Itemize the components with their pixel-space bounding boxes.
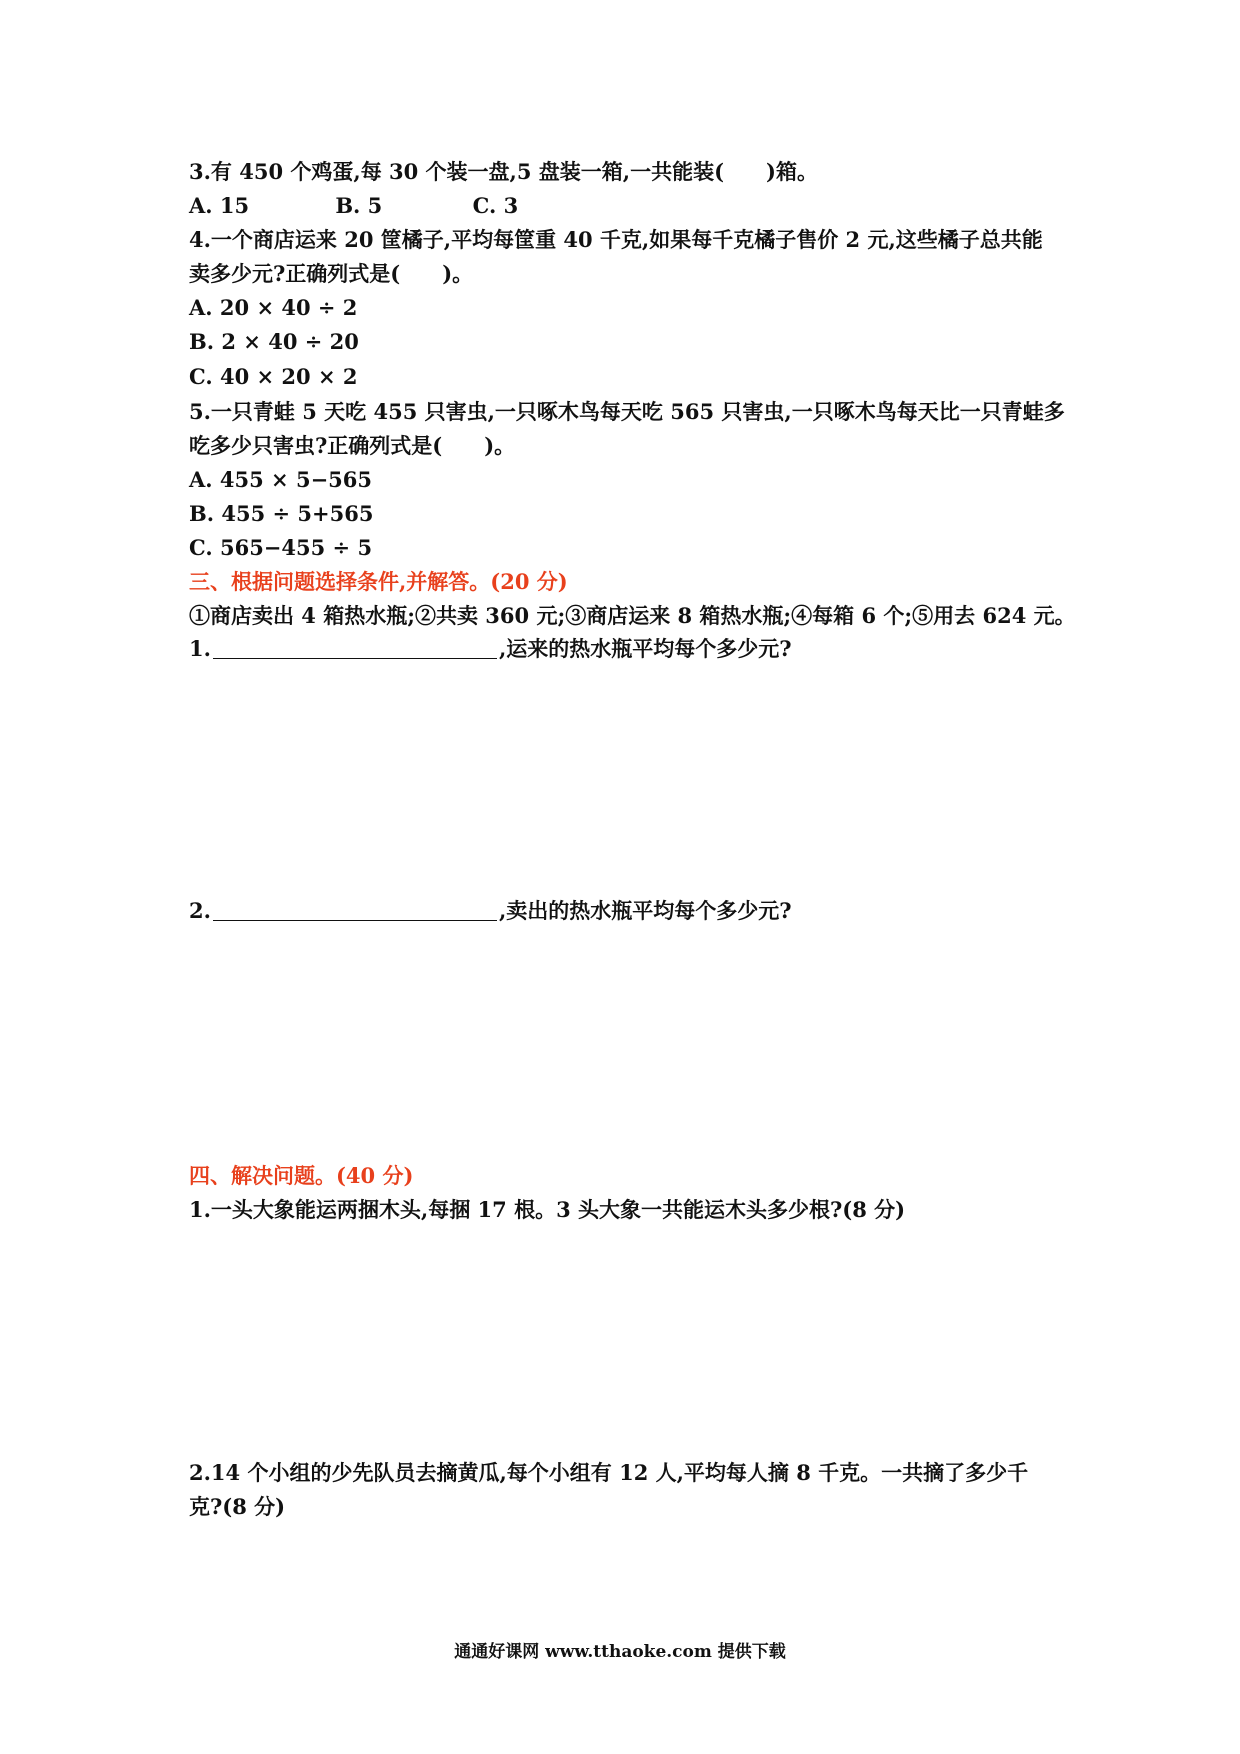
question-5-stem-line-2: 吃多少只害虫?正确列式是( )。 xyxy=(189,433,516,458)
section-3-item-1-number: 1. xyxy=(189,636,211,661)
section-4-item-1: 1.一头大象能运两捆木头,每捆 17 根。3 头大象一共能运木头多少根?(8 分) xyxy=(189,1197,906,1222)
page-footer: 通通好课网 www.tthaoke.com 提供下载 xyxy=(454,1642,786,1662)
question-3-stem: 3.有 450 个鸡蛋,每 30 个装一盘,5 盘装一箱,一共能装( )箱。 xyxy=(189,159,818,184)
section-3-item-1-blank[interactable] xyxy=(213,638,497,659)
question-4-option-b: B. 2 × 40 ÷ 20 xyxy=(189,329,359,354)
question-4-stem-line-1: 4.一个商店运来 20 筐橘子,平均每筐重 40 千克,如果每千克橘子售价 2 元,这些橘子总共能 xyxy=(189,227,1043,252)
section-4-item-2-line-1: 2.14 个小组的少先队员去摘黄瓜,每个小组有 12 人,平均每人摘 8 千克。一共摘了多少千 xyxy=(189,1460,1029,1485)
section-3-item-2 xyxy=(189,900,792,921)
question-3-options xyxy=(189,195,518,216)
section-3-item-2-number: 2. xyxy=(189,898,211,923)
section-4-heading: 四、解决问题。(40 分) xyxy=(189,1163,414,1188)
section-4-item-2-line-2: 克?(8 分) xyxy=(189,1494,286,1519)
question-3-option-c: C. 3 xyxy=(472,193,519,218)
section-3-item-2-text: ,卖出的热水瓶平均每个多少元? xyxy=(498,898,792,923)
question-4-option-c: C. 40 × 20 × 2 xyxy=(189,364,358,389)
section-3-conditions: ①商店卖出 4 箱热水瓶;②共卖 360 元;③商店运来 8 箱热水瓶;④每箱 6 个;⑤用去 624 元。 xyxy=(189,603,1076,628)
question-4-stem-line-2: 卖多少元?正确列式是( )。 xyxy=(189,261,474,286)
question-5-option-b: B. 455 ÷ 5+565 xyxy=(189,501,374,526)
question-3-option-b: B. 5 xyxy=(335,193,383,218)
question-5-option-a: A. 455 × 5−565 xyxy=(189,467,373,492)
section-3-item-1 xyxy=(189,638,792,659)
question-4-option-a: A. 20 × 40 ÷ 2 xyxy=(189,295,358,320)
question-3-option-a: A. 15 xyxy=(189,193,250,218)
section-3-item-2-blank[interactable] xyxy=(213,900,497,921)
question-5-stem-line-1: 5.一只青蛙 5 天吃 455 只害虫,一只啄木鸟每天吃 565 只害虫,一只啄木鸟每天比一只青蛙多 xyxy=(189,399,1065,424)
section-3-item-1-text: ,运来的热水瓶平均每个多少元? xyxy=(498,636,792,661)
question-5-option-c: C. 565−455 ÷ 5 xyxy=(189,535,373,560)
section-3-heading: 三、根据问题选择条件,并解答。(20 分) xyxy=(189,569,568,594)
